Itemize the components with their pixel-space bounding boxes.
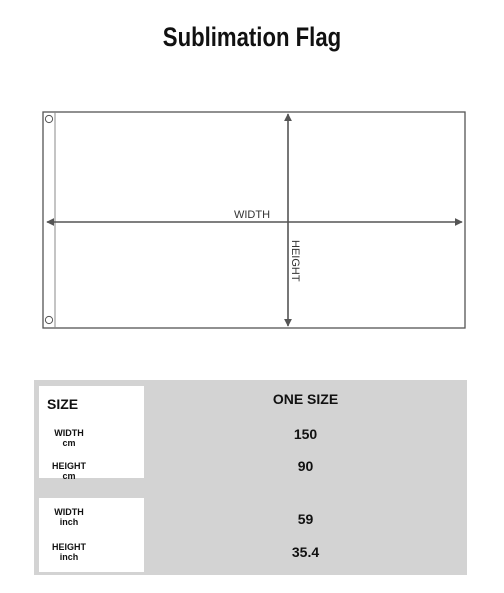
width-label: WIDTH: [233, 209, 271, 221]
size-table: [34, 380, 467, 575]
value-width-cm: 150: [293, 426, 318, 442]
grommet-bottom-icon: [45, 316, 52, 323]
height-label: HEIGHT: [289, 240, 301, 282]
grommet-top-icon: [45, 115, 52, 122]
page-title: Sublimation Flag: [162, 22, 342, 52]
value-width-inch: 59: [297, 511, 314, 527]
row-label-height-cm: HEIGHT cm: [51, 461, 86, 481]
value-height-cm: 90: [297, 458, 314, 474]
row-label-height-inch: HEIGHT inch: [51, 542, 86, 562]
label-box-inch: [39, 498, 144, 572]
size-header: SIZE: [47, 396, 79, 412]
label-box-cm: [39, 386, 144, 481]
value-height-inch: 35.4: [291, 544, 320, 560]
row-label-width-cm: WIDTH cm: [54, 428, 84, 448]
row-label-width-inch: WIDTH inch: [54, 507, 84, 527]
column-header-one-size: ONE SIZE: [272, 391, 339, 407]
